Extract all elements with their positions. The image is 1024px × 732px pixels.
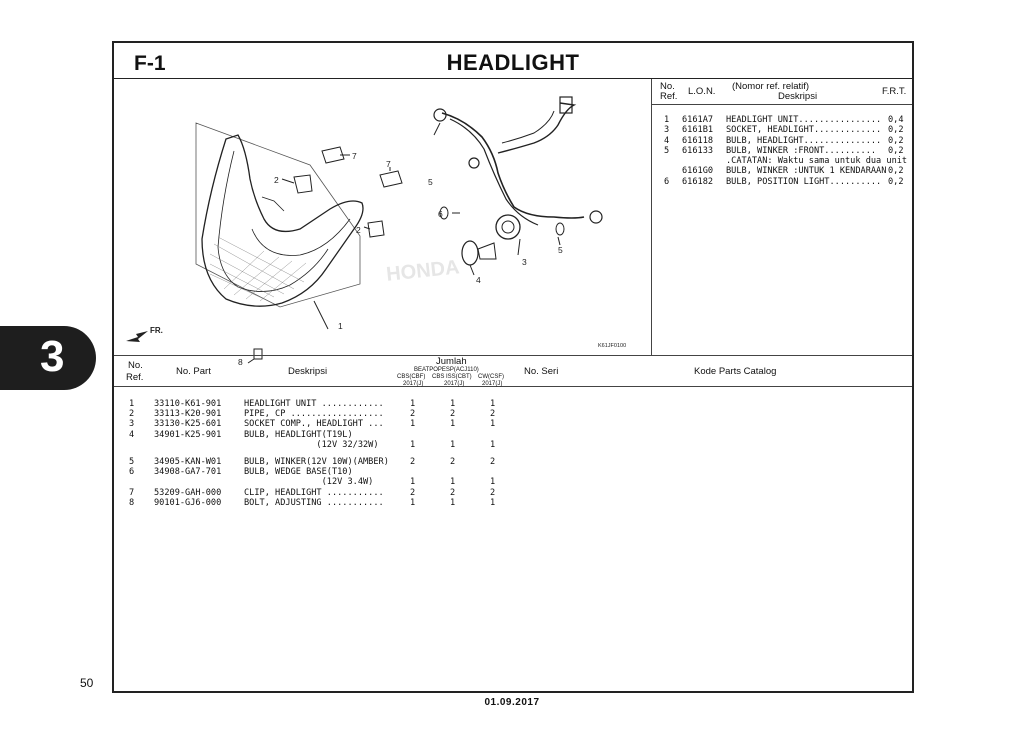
qty-cw: 1 (490, 439, 496, 450)
front-label: FR. (150, 326, 163, 335)
frt-lon: 6161B1 (682, 125, 714, 136)
callout-2a: 2 (274, 175, 279, 185)
parts-row (114, 477, 912, 487)
frt-panel (652, 79, 912, 355)
qty-cbs-iss: 1 (450, 477, 456, 488)
parts-row (114, 419, 912, 429)
qty-cbs: 2 (410, 487, 416, 498)
part-desc: BULB, HEADLIGHT(T19L) (244, 429, 353, 440)
frt-lon: 616118 (682, 135, 714, 146)
page-title: HEADLIGHT (446, 50, 580, 75)
parts-row (114, 409, 912, 419)
parts-header-ref: Ref. (126, 372, 144, 383)
qty-cbs-iss: 1 (450, 497, 456, 508)
qty-cbs-iss: 2 (450, 487, 456, 498)
part-desc: BULB, WINKER(12V 10W)(AMBER) (244, 456, 389, 467)
parts-header-col3-year: 2017(J) (482, 381, 503, 387)
frt-value: 0,4 (888, 115, 904, 125)
callout-7a: 7 (352, 151, 357, 161)
frt-header-ref: Ref. (660, 91, 678, 102)
part-number: 33113-K20-901 (154, 409, 222, 420)
page-number: 50 (80, 676, 94, 690)
front-arrow-icon (126, 331, 148, 342)
qty-cbs: 2 (410, 409, 416, 420)
part-ref: 2 (129, 409, 135, 420)
parts-row (114, 498, 912, 508)
frt-row (652, 125, 912, 135)
qty-cw: 1 (490, 399, 496, 409)
parts-header-jumlah: Jumlah (436, 356, 467, 367)
frt-desc: BULB, HEADLIGHT............... (726, 135, 882, 146)
frt-row (652, 115, 912, 125)
frt-row (652, 166, 912, 176)
parts-header-no: No. (128, 360, 143, 371)
frt-value: 0,2 (888, 176, 904, 187)
callout-3: 3 (522, 257, 527, 267)
part-desc: PIPE, CP .................. (244, 409, 384, 420)
frt-row (652, 146, 912, 156)
part-desc: SOCKET COMP., HEADLIGHT ... (244, 419, 384, 430)
parts-header-serial: No. Seri (524, 366, 559, 377)
frt-ref: 5 (664, 145, 670, 156)
frt-desc: BULB, POSITION LIGHT.......... (726, 176, 882, 187)
qty-cbs: 2 (410, 456, 416, 467)
chapter-tab (0, 326, 96, 390)
parts-row (114, 440, 912, 450)
frt-table-header (652, 79, 912, 105)
frt-ref: 1 (664, 115, 670, 125)
part-number: 33110-K61-901 (154, 399, 222, 409)
frt-desc: HEADLIGHT UNIT................ (726, 115, 882, 125)
frt-desc: BULB, WINKER :UNTUK 1 KENDARAAN (726, 166, 887, 177)
parts-row (114, 430, 912, 440)
part-number: 34901-K25-901 (154, 429, 222, 440)
frt-header-lon: L.O.N. (688, 86, 716, 97)
parts-header-col1-year: 2017(J) (403, 381, 424, 387)
part-number: 33130-K25-601 (154, 419, 222, 430)
part-ref: 8 (129, 497, 135, 508)
frt-ref: 3 (664, 125, 670, 136)
qty-cbs: 1 (410, 477, 416, 488)
row-gap (114, 450, 912, 457)
frt-row (652, 177, 912, 187)
frt-table-body (652, 115, 912, 187)
qty-cbs: 1 (410, 419, 416, 430)
frt-value: 0,2 (888, 135, 904, 146)
frt-header-desc: Deskripsi (778, 91, 818, 102)
frt-value: 0,2 (888, 166, 904, 177)
frt-ref: 4 (664, 135, 670, 146)
parts-row (114, 488, 912, 498)
chapter-number: 3 (40, 332, 65, 381)
frt-desc: SOCKET, HEADLIGHT............. (726, 125, 882, 136)
qty-cw: 2 (490, 487, 496, 498)
section-code: F-1 (134, 52, 166, 75)
parts-header-col3: CW(CSF) (478, 374, 504, 380)
qty-cw: 2 (490, 409, 496, 420)
title-bar (114, 43, 912, 79)
frt-row (652, 136, 912, 146)
parts-row (114, 467, 912, 477)
frt-value: 0,2 (888, 145, 904, 156)
parts-header-col1: CBS(CBF) (397, 374, 426, 380)
part-ref: 7 (129, 487, 135, 498)
qty-cbs: 1 (410, 399, 416, 409)
qty-cbs-iss: 2 (450, 456, 456, 467)
callout-8: 8 (238, 357, 243, 367)
part-number: 34905-KAN-W01 (154, 456, 222, 467)
part-ref: 3 (129, 419, 135, 430)
qty-cbs-iss: 1 (450, 419, 456, 430)
footer-date: 01.09.2017 (484, 697, 540, 708)
part-ref: 5 (129, 456, 135, 467)
part-ref: 4 (129, 429, 135, 440)
frt-lon: 6161G0 (682, 166, 714, 177)
catalog-page-frame (112, 41, 914, 693)
qty-cbs: 1 (410, 497, 416, 508)
parts-header-model: BEATPOPESP(ACJ110) (414, 367, 479, 373)
image-code: K61JF0100 (598, 343, 627, 349)
qty-cw: 1 (490, 419, 496, 430)
parts-table-header (114, 355, 912, 387)
frt-header-no: No. (660, 81, 675, 92)
part-ref: 1 (129, 399, 135, 409)
part-desc: CLIP, HEADLIGHT ........... (244, 487, 384, 498)
parts-header-col2: CBS ISS(CBT) (432, 374, 472, 380)
callout-5b: 5 (558, 245, 563, 255)
part-desc: HEADLIGHT UNIT ............ (244, 399, 384, 409)
part-desc: BULB, WEDGE BASE(T10) (244, 467, 353, 478)
parts-header-desc: Deskripsi (288, 366, 328, 377)
frt-lon: 616133 (682, 145, 714, 156)
part-desc: BOLT, ADJUSTING ........... (244, 497, 384, 508)
frt-desc: BULB, WINKER :FRONT.......... (726, 145, 877, 156)
parts-header-col2-year: 2017(J) (444, 381, 465, 387)
qty-cbs-iss: 2 (450, 409, 456, 420)
frt-lon: 616182 (682, 176, 714, 187)
callout-1: 1 (338, 321, 343, 331)
part-number: 90101-GJ6-000 (154, 497, 222, 508)
qty-cbs-iss: 1 (450, 439, 456, 450)
honda-watermark: HONDA (385, 256, 461, 286)
callout-2b: 2 (356, 225, 361, 235)
frt-lon: 6161A7 (682, 115, 714, 125)
callout-6: 6 (438, 209, 443, 219)
qty-cw: 1 (490, 497, 496, 508)
frt-value: 0,2 (888, 125, 904, 136)
frt-header-desc-note: (Nomor ref. relatif) (732, 81, 810, 92)
part-number: 34908-GA7-701 (154, 467, 222, 478)
frt-row (652, 156, 912, 166)
callout-7b: 7 (386, 159, 391, 169)
callout-5a: 5 (428, 177, 433, 187)
part-number: 53209-GAH-000 (154, 487, 222, 498)
qty-cbs: 1 (410, 439, 416, 450)
frt-header-frt: F.R.T. (882, 86, 907, 97)
parts-table-body (114, 399, 912, 508)
part-ref: 6 (129, 467, 135, 478)
part-desc: (12V 32/32W) (244, 439, 379, 450)
qty-cw: 2 (490, 456, 496, 467)
frt-desc: .CATATAN: Waktu sama untuk dua unit (726, 156, 908, 167)
parts-row (114, 457, 912, 467)
qty-cbs-iss: 1 (450, 399, 456, 409)
parts-row (114, 399, 912, 409)
qty-cw: 1 (490, 477, 496, 488)
callout-4: 4 (476, 275, 481, 285)
parts-header-part-no: No. Part (176, 366, 211, 377)
frt-ref: 6 (664, 176, 670, 187)
parts-header-catalog: Kode Parts Catalog (694, 366, 777, 377)
part-desc: (12V 3.4W) (244, 477, 374, 488)
